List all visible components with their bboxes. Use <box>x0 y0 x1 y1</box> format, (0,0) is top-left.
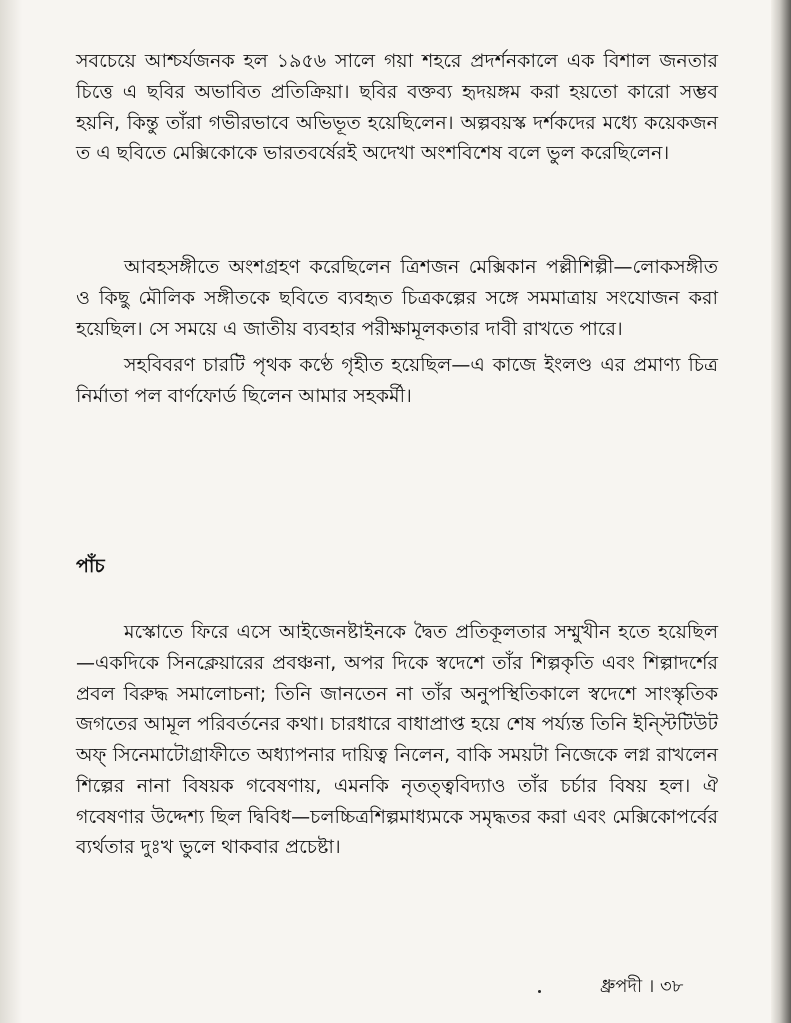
text-block-opening <box>76 46 718 169</box>
page-edge-shadow <box>771 0 791 1023</box>
page-number: ৩৮ <box>660 976 684 997</box>
paragraph-gaya-screening: সবচেয়ে আশ্চর্যজনক হল ১৯৫৬ সালে গয়া শহরে প্রদর্শনকালে এক বিশাল জনতার চিত্তে এ ছবির অভাবিত প্রতিক্রিয়া। ছবির বক্তব্য হৃদয়ঙ্গম করা হয়তো কারো সম্ভব হয়নি, কিন্তু তাঁরা গভীরভাবে অভিভূত হয়েছিলেন। অল্পবয়স্ক দর্শকদের মধ্যে কয়েকজন ত এ ছবিতে মেক্সিকোকে ভারতবর্ষেরই অদেখা অংশবিশেষ বলে ভুল করেছিলেন। <box>76 50 718 165</box>
scan-shadow-left <box>0 0 22 1023</box>
scan-speck <box>538 990 541 993</box>
footer-separator: । <box>647 976 655 997</box>
section-heading: পাঁচ <box>76 555 105 577</box>
page-footer <box>600 972 683 1003</box>
paragraph-commentary: সহবিবরণ চারটি পৃথক কণ্ঠে গৃহীত হয়েছিল—এ কাজে ইংলণ্ড এর প্রমাণ্য চিত্র নির্মাতা পল বার্ণফোর্ড ছিলেন আমার সহকর্মী। <box>76 354 718 408</box>
text-block-music <box>76 252 718 412</box>
journal-name: ধ্রুপদী <box>600 976 643 997</box>
text-block-moscow <box>76 617 718 863</box>
paragraph-moscow-return: মস্কোতে ফিরে এসে আইজেনষ্টাইনকে দ্বৈত প্রতিকূলতার সম্মুখীন হতে হয়েছিল—একদিকে সিনক্লেয়ারের প্রবঞ্চনা, অপর দিকে স্বদেশে তাঁর শিল্পকৃতি এবং শিল্পাদর্শের প্রবল বিরুদ্ধ সমালোচনা; তিনি জানতেন না তাঁর অনুপস্থিতিকালে স্বদেশে সাংস্কৃতিক জগতের আমূল পরিবর্তনের কথা। চারধারে বাধাপ্রাপ্ত হয়ে শেষ পর্য্যন্ত তিনি ইন্স্টিটিউট অফ্ সিনেমাটোগ্রাফীতে অধ্যাপনার দায়িত্ব নিলেন, বাকি সময়টা নিজেকে লগ্ন রাখলেন শিল্পের নানা বিষয়ক গবেষণায়, এমনকি নৃতত্ত্ববিদ্যাও তাঁর চর্চার বিষয় হল। ঐ গবেষণার উদ্দেশ্য ছিল দ্বিবিধ—চলচ্চিত্রশিল্পমাধ্যমকে সমৃদ্ধতর করা এবং মেক্সিকোপর্বের ব্যর্থতার দুঃখ ভুলে থাকবার প্রচেষ্টা। <box>76 621 718 859</box>
paragraph-background-music: আবহসঙ্গীতে অংশগ্রহণ করেছিলেন ত্রিশজন মেক্সিকান পল্লীশিল্পী—লোকসঙ্গীত ও কিছু মৌলিক সঙ্গীতকে ছবিতে ব্যবহৃত চিত্রকল্পের সঙ্গে সমমাত্রায় সংযোজন করা হয়েছিল। সে সময়ে এ জাতীয় ব্যবহার পরীক্ষামূলকতার দাবী রাখতে পারে। <box>76 256 718 340</box>
